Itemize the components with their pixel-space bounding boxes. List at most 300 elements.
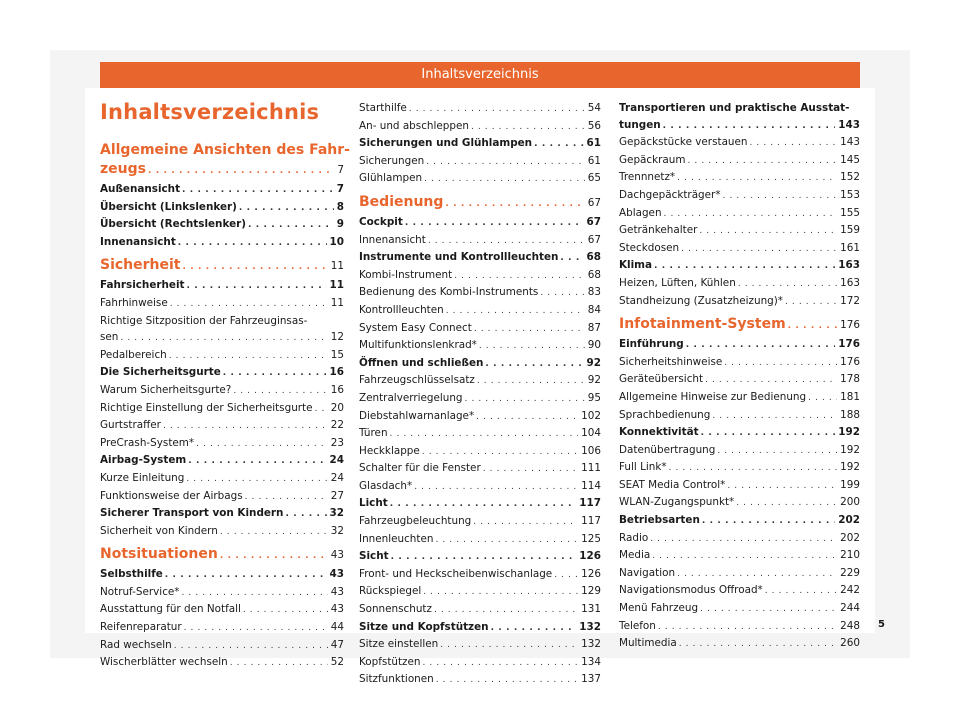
- toc-entry-page: 10: [329, 235, 344, 248]
- toc-entry-label: Übersicht (Linkslenker): [100, 200, 237, 213]
- toc-entry-page: 7: [336, 183, 344, 195]
- toc-entry-label: An- und abschleppen: [359, 119, 469, 132]
- toc-entry-page: 83: [587, 286, 601, 299]
- toc-entry[interactable]: [100, 417, 344, 435]
- toc-entry-page: 9: [336, 218, 344, 231]
- toc-entry-label: Rückspiegel: [359, 585, 422, 598]
- toc-entry[interactable]: [359, 232, 601, 250]
- toc-chapter[interactable]: [100, 199, 344, 217]
- toc-entry[interactable]: [100, 654, 344, 672]
- toc-entry[interactable]: [100, 637, 344, 655]
- toc-entry-label: Reifenreparatur: [100, 621, 182, 634]
- toc-entry-label: Rad wechseln: [100, 638, 172, 651]
- dot-leader: [245, 488, 328, 506]
- toc-entry-label: Gepäckraum: [619, 153, 686, 166]
- toc-entry-label: Licht: [359, 497, 388, 510]
- toc-entry-page: 199: [840, 478, 860, 491]
- toc-entry-page: 163: [838, 259, 860, 272]
- toc-chapter[interactable]: [100, 216, 344, 234]
- toc-entry-page: 43: [330, 603, 344, 616]
- header-bar: [100, 62, 860, 88]
- toc-entry-label: Funktionsweise der Airbags: [100, 489, 243, 502]
- toc-entry-label: Glühlampen: [359, 172, 423, 185]
- dot-leader: [285, 505, 326, 523]
- toc-entry-label: Allgemeine Hinweise zur Bedienung: [619, 390, 807, 403]
- toc-entry[interactable]: [619, 293, 860, 311]
- toc-entry[interactable]: [359, 267, 601, 285]
- toc-entry[interactable]: [619, 407, 860, 425]
- dot-leader: [677, 169, 837, 187]
- toc-chapter[interactable]: [359, 214, 601, 232]
- toc-entry-page: 242: [840, 584, 860, 597]
- dot-leader: [724, 354, 837, 372]
- toc-entry-label: Übersicht (Rechtslenker): [100, 218, 246, 231]
- dot-leader: [712, 407, 837, 425]
- toc-entry-label: Bedienung: [359, 193, 444, 210]
- dot-leader: [664, 205, 838, 223]
- toc-chapter[interactable]: [100, 234, 344, 252]
- toc-entry-page: 210: [840, 549, 860, 562]
- page-number: 5: [878, 619, 885, 630]
- toc-entry-page: 176: [838, 338, 860, 351]
- dot-leader: [738, 275, 837, 293]
- toc-entry-page: 202: [840, 531, 860, 544]
- toc-entry[interactable]: [359, 636, 601, 654]
- dot-leader: [186, 277, 326, 295]
- toc-entry-page: 20: [330, 401, 344, 414]
- dot-leader: [440, 636, 578, 654]
- dot-leader: [184, 619, 328, 637]
- dot-leader: [445, 193, 584, 214]
- dot-leader: [702, 512, 835, 530]
- toc-entry-page: 56: [587, 119, 601, 132]
- dot-leader: [663, 117, 836, 135]
- toc-chapter[interactable]: [359, 135, 601, 153]
- toc-entry[interactable]: [619, 205, 860, 223]
- toc-entry-label: Sprachbedienung: [619, 408, 711, 421]
- toc-entry[interactable]: [359, 170, 601, 188]
- page-title: Inhaltsverzeichnis: [100, 100, 320, 124]
- toc-entry[interactable]: [359, 337, 601, 355]
- dot-leader: [423, 583, 578, 601]
- toc-entry-label: Heizen, Lüften, Kühlen: [619, 276, 736, 289]
- toc-entry[interactable]: [359, 118, 601, 136]
- dot-leader: [182, 584, 328, 602]
- toc-entry-page: 125: [581, 532, 601, 545]
- toc-entry[interactable]: [619, 389, 860, 407]
- dot-leader: [422, 443, 578, 461]
- dot-leader: [687, 152, 837, 170]
- toc-entry-page: 152: [840, 171, 860, 184]
- toc-entry-page: 92: [586, 356, 601, 369]
- toc-entry-label: Sitzfunktionen: [359, 673, 434, 686]
- toc-chapter[interactable]: [100, 364, 344, 382]
- toc-chapter[interactable]: [359, 249, 601, 267]
- toc-entry-label: Sicherer Transport von Kindern: [100, 507, 284, 520]
- toc-entry-label: zeugs: [100, 161, 146, 177]
- toc-entry-label: Datenübertragung: [619, 443, 716, 456]
- toc-entry-label: Sicherheit von Kindern: [100, 524, 218, 537]
- toc-entry[interactable]: [619, 618, 860, 636]
- toc-entry-page: 87: [587, 321, 601, 334]
- toc-column-2: [359, 100, 601, 689]
- dot-leader: [717, 442, 837, 460]
- toc-entry[interactable]: [619, 152, 860, 170]
- dot-leader: [409, 100, 585, 118]
- toc-entry-page: 65: [587, 172, 601, 185]
- toc-entry-page: 126: [581, 567, 601, 580]
- dot-leader: [182, 181, 334, 199]
- toc-entry-page: 104: [581, 427, 601, 440]
- toc-entry[interactable]: [619, 635, 860, 653]
- dot-leader: [391, 548, 577, 566]
- toc-entry-label: Betriebsarten: [619, 514, 700, 527]
- toc-entry-label: Notruf-Service*: [100, 585, 180, 598]
- toc-entry-label: Klima: [619, 259, 653, 272]
- dot-leader: [654, 257, 835, 275]
- toc-entry[interactable]: [100, 347, 344, 365]
- toc-entry-label: Wischerblätter wechseln: [100, 656, 228, 669]
- dot-leader: [750, 134, 838, 152]
- toc-entry-page: 137: [581, 673, 601, 686]
- dot-leader: [423, 654, 579, 672]
- toc-entry-page: 8: [336, 200, 344, 213]
- dot-leader: [188, 452, 326, 470]
- toc-entry[interactable]: [100, 488, 344, 506]
- toc-entry-page: 117: [579, 497, 601, 510]
- toc-entry[interactable]: [359, 478, 601, 496]
- toc-entry-page: 145: [840, 153, 860, 166]
- dot-leader: [454, 267, 585, 285]
- toc-entry-page: 43: [330, 549, 344, 562]
- dot-leader: [540, 284, 584, 302]
- toc-entry-label: Dachgepäckträger*: [619, 188, 721, 201]
- dot-leader: [424, 170, 585, 188]
- dot-leader: [196, 435, 328, 453]
- toc-entry-label: Instrumente und Kontrollleuchten: [359, 251, 559, 264]
- toc-entry[interactable]: [359, 390, 601, 408]
- toc-entry-page: 16: [329, 366, 344, 379]
- toc-chapter[interactable]: [359, 495, 601, 513]
- toc-entry-label: Sitze einstellen: [359, 638, 439, 651]
- toc-entry-page: 7: [337, 164, 344, 176]
- toc-entry-page: 23: [330, 436, 344, 449]
- toc-chapter[interactable]: [100, 277, 344, 295]
- toc-entry-page: 248: [840, 619, 860, 632]
- toc-entry[interactable]: [619, 582, 860, 600]
- dot-leader: [120, 329, 327, 347]
- dot-leader: [477, 372, 585, 390]
- dot-leader: [434, 601, 578, 619]
- toc-entry[interactable]: [619, 240, 860, 258]
- toc-entry-page: 32: [330, 524, 344, 537]
- toc-column-1: [100, 136, 350, 672]
- dot-leader: [727, 477, 837, 495]
- dot-leader: [163, 417, 328, 435]
- toc-chapter[interactable]: [359, 548, 601, 566]
- toc-entry[interactable]: [359, 566, 601, 584]
- toc-entry[interactable]: [100, 619, 344, 637]
- dot-leader: [474, 320, 585, 338]
- toc-entry[interactable]: [359, 654, 601, 672]
- dot-leader: [554, 566, 578, 584]
- toc-column-3: [619, 100, 860, 653]
- dot-leader: [681, 240, 837, 258]
- toc-entry[interactable]: [359, 531, 601, 549]
- toc-entry[interactable]: [359, 583, 601, 601]
- toc-entry-page: 126: [579, 550, 601, 563]
- toc-entry[interactable]: [619, 169, 860, 187]
- toc-entry-page: 114: [581, 479, 601, 492]
- dot-leader: [471, 118, 585, 136]
- toc-chapter[interactable]: [619, 424, 860, 442]
- toc-entry-page: 16: [330, 383, 344, 396]
- toc-entry[interactable]: [359, 460, 601, 478]
- toc-entry-label: Fahrsicherheit: [100, 279, 185, 292]
- dot-leader: [465, 390, 585, 408]
- toc-entry-label: Steckdosen: [619, 241, 680, 254]
- toc-entry[interactable]: [100, 470, 344, 488]
- toc-entry-page: 192: [840, 443, 860, 456]
- toc-entry[interactable]: [619, 222, 860, 240]
- toc-entry-label: Außenansicht: [100, 183, 181, 195]
- toc-entry[interactable]: [619, 371, 860, 389]
- toc-entry-page: 43: [329, 568, 344, 581]
- toc-entry-label: Media: [619, 549, 651, 562]
- toc-entry[interactable]: [359, 372, 601, 390]
- toc-section[interactable]: [100, 141, 350, 181]
- dot-leader: [248, 216, 334, 234]
- toc-entry-page: 24: [330, 471, 344, 484]
- dot-leader: [436, 671, 578, 689]
- dot-leader: [669, 459, 838, 477]
- toc-entry[interactable]: [100, 295, 344, 313]
- toc-entry[interactable]: [619, 494, 860, 512]
- dot-leader: [414, 478, 578, 496]
- toc-entry[interactable]: [619, 477, 860, 495]
- dot-leader: [405, 214, 584, 232]
- toc-entry-label: Starthilfe: [359, 102, 407, 114]
- dot-leader: [426, 153, 585, 171]
- toc-entry-label: Innenleuchten: [359, 532, 434, 545]
- toc-entry[interactable]: [100, 435, 344, 453]
- toc-entry-label: Sicherheitshinweise: [619, 355, 723, 368]
- toc-entry[interactable]: [100, 400, 344, 418]
- toc-entry-page: 90: [587, 339, 601, 352]
- dot-leader: [174, 637, 328, 655]
- dot-leader: [223, 364, 327, 382]
- toc-entry-label: System Easy Connect: [359, 321, 472, 334]
- dot-leader: [808, 389, 837, 407]
- toc-chapter[interactable]: [619, 512, 860, 530]
- toc-chapter[interactable]: [619, 100, 860, 134]
- toc-entry-page: 102: [581, 409, 601, 422]
- toc-entry-page: 244: [840, 602, 860, 615]
- toc-entry-label: Die Sicherheitsgurte: [100, 366, 221, 379]
- dot-leader: [483, 460, 578, 478]
- toc-entry-page: 229: [840, 566, 860, 579]
- toc-entry[interactable]: [619, 275, 860, 293]
- toc-entry[interactable]: [100, 584, 344, 602]
- dot-leader: [788, 315, 837, 336]
- toc-entry[interactable]: [619, 187, 860, 205]
- toc-entry-label: Fahrzeugbeleuchtung: [359, 515, 472, 528]
- toc-entry-label: Sitze und Kopfstützen: [359, 620, 489, 633]
- toc-entry[interactable]: [619, 354, 860, 372]
- toc-entry-page: 131: [581, 603, 601, 616]
- toc-entry-page: 61: [586, 137, 601, 150]
- toc-entry-label: Innenansicht: [359, 233, 426, 246]
- toc-entry-page: 54: [587, 102, 601, 114]
- toc-entry[interactable]: [619, 547, 860, 565]
- dot-leader: [705, 371, 837, 389]
- toc-entry-label: Sicherungen: [359, 154, 425, 167]
- toc-entry-label: Fahrhinweise: [100, 296, 168, 309]
- toc-section[interactable]: [359, 193, 601, 214]
- toc-entry-label: Notsituationen: [100, 546, 218, 563]
- dot-leader: [473, 513, 578, 531]
- toc-entry[interactable]: [619, 565, 860, 583]
- toc-entry-label: Selbsthilfe: [100, 568, 163, 581]
- toc-entry-page: 134: [581, 655, 601, 668]
- toc-section[interactable]: [619, 315, 860, 336]
- dot-leader: [701, 424, 836, 442]
- toc-entry-label: Menü Fahrzeug: [619, 602, 699, 615]
- toc-entry-label: Glasdach*: [359, 479, 413, 492]
- toc-entry[interactable]: [100, 313, 344, 347]
- toc-entry-label: Einführung: [619, 338, 684, 351]
- dot-leader: [165, 566, 327, 584]
- toc-entry-page: 61: [587, 154, 601, 167]
- dot-leader: [700, 600, 837, 618]
- dot-leader: [178, 234, 327, 252]
- dot-leader: [170, 295, 328, 313]
- toc-entry-page: 12: [330, 331, 344, 344]
- toc-entry[interactable]: [359, 443, 601, 461]
- toc-entry[interactable]: [359, 408, 601, 426]
- toc-entry-page: 11: [329, 279, 344, 292]
- toc-entry-label: Kopfstützen: [359, 655, 421, 668]
- dot-leader: [220, 545, 328, 566]
- dot-leader: [658, 618, 837, 636]
- toc-chapter[interactable]: [100, 452, 344, 470]
- toc-chapter[interactable]: [619, 336, 860, 354]
- toc-entry[interactable]: [100, 382, 344, 400]
- dot-leader: [650, 530, 837, 548]
- toc-entry-label: Innenansicht: [100, 235, 176, 248]
- dot-leader: [765, 582, 837, 600]
- toc-entry-page: 67: [586, 215, 601, 228]
- toc-entry[interactable]: [359, 320, 601, 338]
- toc-entry-page: 44: [330, 621, 344, 634]
- dot-leader: [534, 135, 583, 153]
- toc-entry-label: Telefon: [619, 619, 656, 632]
- toc-entry[interactable]: [619, 134, 860, 152]
- toc-entry[interactable]: [359, 153, 601, 171]
- toc-entry-label: SEAT Media Control*: [619, 478, 726, 491]
- toc-entry-label-line: Richtige Sitzposition der Fahrzeuginsas-: [100, 314, 308, 327]
- toc-entry[interactable]: [100, 601, 344, 619]
- toc-entry[interactable]: [619, 600, 860, 618]
- toc-chapter[interactable]: [100, 181, 344, 199]
- toc-entry-page: 200: [840, 496, 860, 509]
- toc-entry-label: Fahrzeugschlüsselsatz: [359, 374, 475, 387]
- toc-entry-page: 181: [840, 390, 860, 403]
- toc-entry[interactable]: [359, 671, 601, 689]
- dot-leader: [148, 160, 334, 181]
- toc-entry-label: Standheizung (Zusatzheizung)*: [619, 294, 784, 307]
- toc-chapter[interactable]: [100, 566, 344, 584]
- dot-leader: [785, 293, 837, 311]
- toc-entry-page: 15: [330, 348, 344, 361]
- toc-entry-label: Konnektivität: [619, 426, 699, 439]
- toc-chapter[interactable]: [100, 505, 344, 523]
- toc-entry-label: tungen: [619, 118, 661, 131]
- toc-entry-page: 52: [330, 656, 344, 669]
- toc-entry-page: 260: [840, 637, 860, 650]
- toc-entry-label: Kontrollleuchten: [359, 303, 444, 316]
- toc-entry-page: 176: [840, 319, 860, 332]
- toc-entry-label: Getränkehalter: [619, 224, 698, 237]
- toc-entry-label: Öffnen und schließen: [359, 356, 484, 369]
- toc-entry-page: 95: [587, 391, 601, 404]
- toc-entry-page: 68: [587, 268, 601, 281]
- toc-entry[interactable]: [359, 100, 601, 118]
- toc-section[interactable]: [100, 256, 344, 277]
- toc-entry[interactable]: [359, 513, 601, 531]
- toc-entry[interactable]: [619, 530, 860, 548]
- toc-entry[interactable]: [359, 284, 601, 302]
- toc-entry-label-line: Allgemeine Ansichten des Fahr-: [100, 142, 350, 158]
- dot-leader: [183, 256, 328, 277]
- toc-entry-label: Gurtstraffer: [100, 419, 161, 432]
- toc-entry-label: Gepäckstücke verstauen: [619, 136, 748, 149]
- toc-entry[interactable]: [100, 523, 344, 541]
- toc-entry-page: 22: [330, 419, 344, 432]
- dot-leader: [491, 619, 577, 637]
- toc-chapter[interactable]: [619, 257, 860, 275]
- dot-leader: [679, 635, 837, 653]
- toc-entry-page: 132: [581, 638, 601, 651]
- toc-entry-page: 67: [587, 233, 601, 246]
- toc-entry[interactable]: [359, 425, 601, 443]
- toc-entry-label: Navigationsmodus Offroad*: [619, 584, 763, 597]
- toc-entry-label: sen: [100, 331, 119, 344]
- dot-leader: [686, 336, 836, 354]
- dot-leader: [560, 249, 583, 267]
- toc-chapter[interactable]: [359, 355, 601, 373]
- toc-entry-label: Trennnetz*: [619, 171, 676, 184]
- toc-entry-page: 43: [330, 585, 344, 598]
- toc-entry-page: 143: [840, 136, 860, 149]
- dot-leader: [479, 337, 585, 355]
- toc-entry-label: Sicherheit: [100, 257, 181, 274]
- toc-entry-label: Richtige Einstellung der Sicherheitsgurte: [100, 401, 313, 414]
- dot-leader: [169, 347, 328, 365]
- toc-entry[interactable]: [359, 601, 601, 619]
- toc-entry[interactable]: [359, 302, 601, 320]
- dot-leader: [723, 187, 838, 205]
- toc-entry[interactable]: [619, 442, 860, 460]
- toc-entry-page: 11: [330, 260, 344, 273]
- toc-entry[interactable]: [619, 459, 860, 477]
- toc-chapter[interactable]: [359, 619, 601, 637]
- dot-leader: [485, 355, 583, 373]
- toc-entry-page: 11: [330, 296, 344, 309]
- toc-section[interactable]: [100, 545, 344, 566]
- dot-leader: [220, 523, 328, 541]
- toc-entry-label: Radio: [619, 531, 649, 544]
